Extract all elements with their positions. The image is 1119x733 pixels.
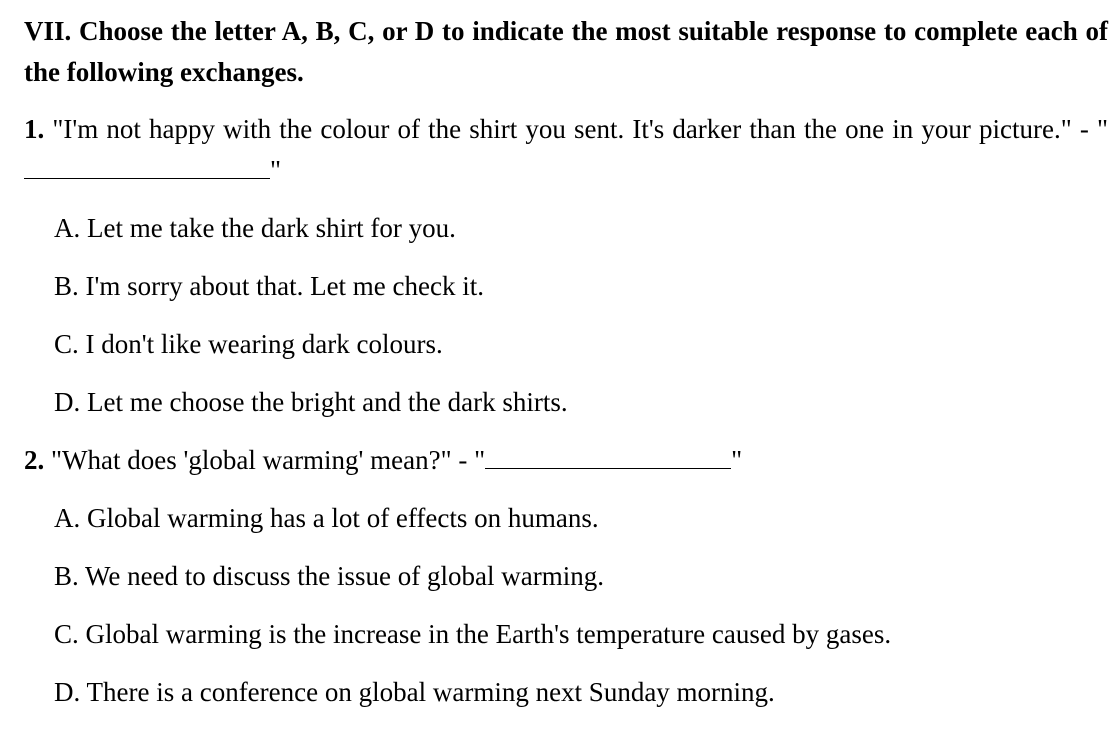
question-prompt: "I'm not happy with the colour of the shirt you sent. It's darker than the one in your picture." - " <box>44 114 1108 144</box>
option-b[interactable]: B. We need to discuss the issue of global warming. <box>54 561 604 591</box>
option-b[interactable]: B. I'm sorry about that. Let me check it. <box>54 271 484 301</box>
question-number: 1. <box>24 114 45 144</box>
option-c[interactable]: C. I don't like wearing dark colours. <box>54 329 443 359</box>
option-d[interactable]: D. Let me choose the bright and the dark shirts. <box>54 387 568 417</box>
option-a[interactable]: A. Global warming has a lot of effects on humans. <box>54 503 599 533</box>
question-2 <box>24 440 1108 481</box>
answer-blank <box>24 154 270 179</box>
question-1 <box>24 109 1108 191</box>
option-a[interactable]: A. Let me take the dark shirt for you. <box>54 213 456 243</box>
section-heading: VII. Choose the letter A, B, C, or D to indicate the most suitable response to complete each of the following exchanges. <box>24 16 1108 87</box>
option-d[interactable]: D. There is a conference on global warming next Sunday morning. <box>54 677 775 707</box>
question-number: 2. <box>24 445 45 475</box>
question-prompt: "What does 'global warming' mean?" - " <box>44 445 486 475</box>
answer-options-2 <box>24 498 1108 713</box>
answer-options-1 <box>24 208 1108 423</box>
question-prompt-end: " <box>270 155 282 185</box>
option-c[interactable]: C. Global warming is the increase in the Earth's temperature caused by gases. <box>54 619 892 649</box>
answer-blank <box>485 444 731 469</box>
question-prompt-end: " <box>731 445 743 475</box>
